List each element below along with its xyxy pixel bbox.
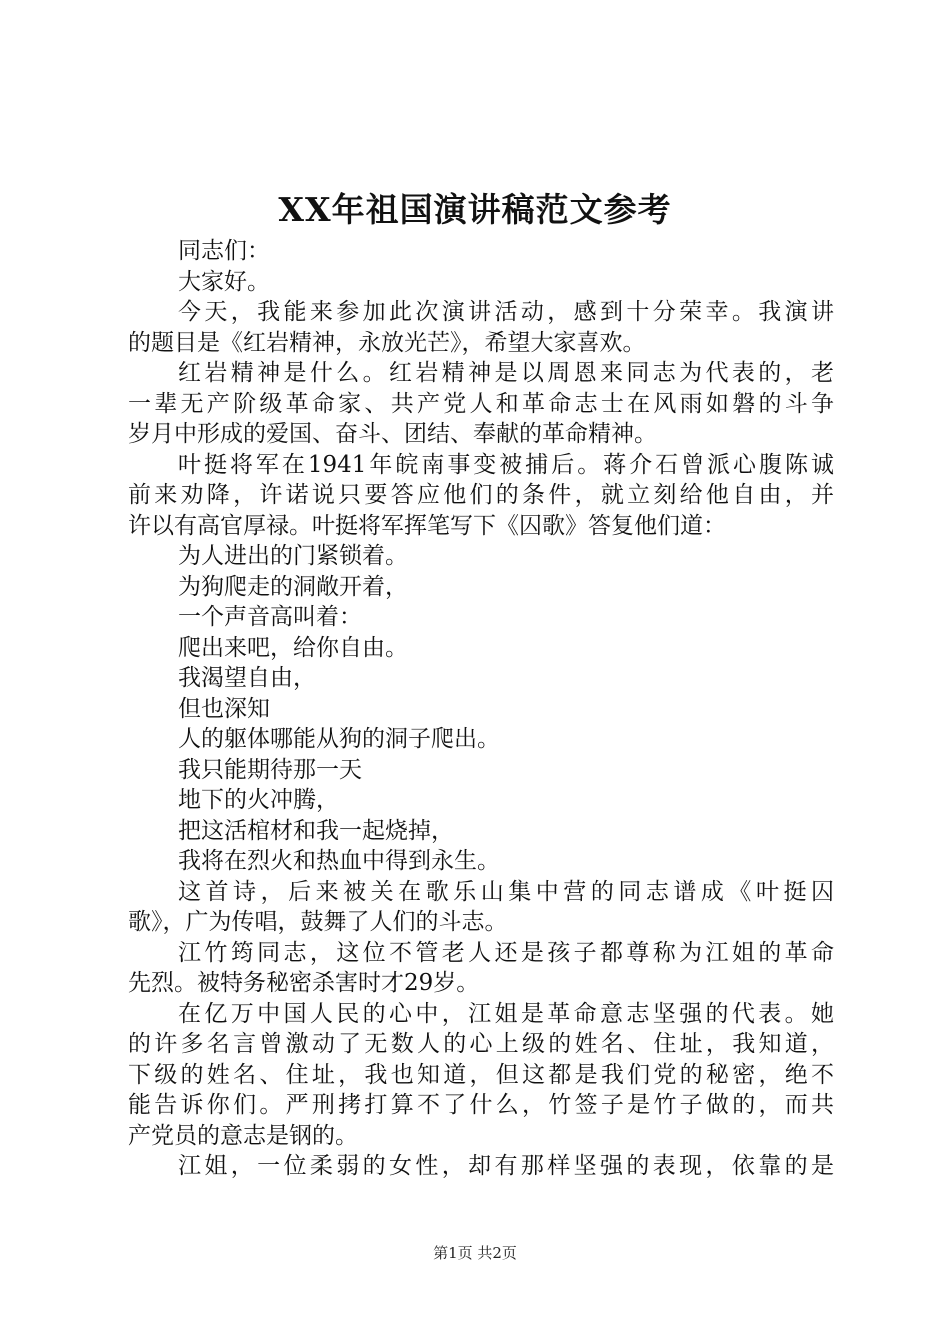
poem-line: 把这活棺材和我一起烧掉， — [178, 817, 454, 844]
body-line: 红岩精神是什么。红岩精神是以周恩来同志为代表的，老 — [178, 360, 834, 386]
body-line: 能告诉你们。严刑拷打算不了什么，竹签子是竹子做的，而共 — [128, 1092, 834, 1118]
body-line: 江竹筠同志，这位不管老人还是孩子都尊称为江姐的革命 — [178, 939, 834, 966]
poem-line: 我将在烈火和热血中得到永生。 — [178, 848, 500, 874]
poem-line: 爬出来吧，给你自由。 — [178, 634, 408, 661]
body-line: 这首诗，后来被关在歌乐山集中营的同志谱成《叶挺囚 — [178, 878, 834, 905]
body-line: 产党员的意志是钢的。 — [128, 1122, 358, 1149]
body-line: 岁月中形成的爱国、奋斗、团结、奉献的革命精神。 — [128, 421, 657, 447]
body-line: 许以有高官厚禄。叶挺将军挥笔写下《囚歌》答复他们道： — [128, 512, 726, 539]
body-line: 同志们： — [178, 238, 270, 264]
poem-line: 我只能期待那一天 — [178, 756, 362, 783]
poem-line: 但也深知 — [178, 695, 270, 722]
poem-line: 为狗爬走的洞敞开着， — [178, 573, 408, 600]
body-line: 先烈。被特务秘密杀害时才29岁。 — [128, 970, 480, 996]
body-line: 今天，我能来参加此次演讲活动，感到十分荣幸。我演讲 — [178, 299, 834, 325]
document-title: XX年祖国演讲稿范文参考 — [278, 190, 672, 229]
body-line: 前来劝降，许诺说只要答应他们的条件，就立刻给他自由，并 — [128, 482, 834, 508]
body-line: 下级的姓名、住址，我也知道，但这都是我们党的秘密，绝不 — [128, 1061, 834, 1088]
document-body — [128, 236, 834, 1182]
poem-line: 我渴望自由， — [178, 665, 316, 691]
body-line: 在亿万中国人民的心中，江姐是革命意志坚强的代表。她 — [178, 1000, 834, 1027]
poem-line: 一个声音高叫着： — [178, 604, 362, 630]
page-footer: 第1页 共2页 — [433, 1244, 517, 1262]
body-line: 的题目是《红岩精神，永放光芒》，希望大家喜欢。 — [128, 329, 646, 356]
poem-line: 为人进出的门紧锁着。 — [178, 543, 408, 569]
body-line: 一辈无产阶级革命家、共产党人和革命志士在风雨如磐的斗争 — [128, 390, 834, 417]
body-line: 的许多名言曾激动了无数人的心上级的姓名、住址，我知道， — [128, 1031, 834, 1057]
poem-line: 地下的火冲腾， — [178, 787, 339, 813]
body-line: 歌》，广为传唱，鼓舞了人们的斗志。 — [128, 909, 508, 935]
poem-line: 人的躯体哪能从狗的洞子爬出。 — [178, 726, 500, 752]
body-line: 江姐，一位柔弱的女性，却有那样坚强的表现，依靠的是 — [178, 1153, 834, 1179]
body-line: 叶挺将军在1941年皖南事变被捕后。蒋介石曾派心腹陈诚 — [178, 451, 834, 478]
body-line: 大家好。 — [178, 268, 270, 295]
